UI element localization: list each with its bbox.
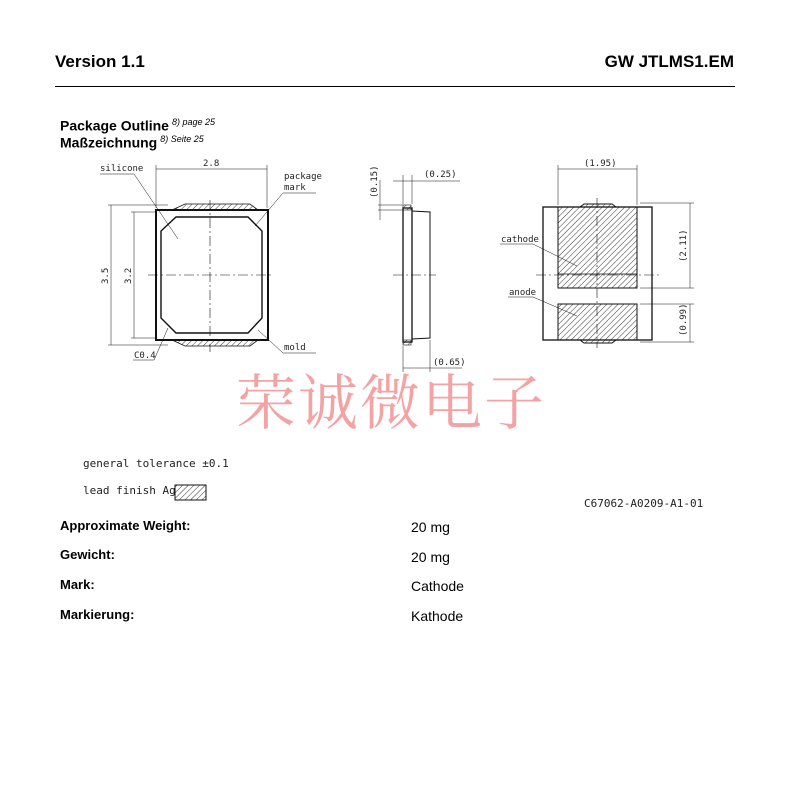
footnote-ref-en: 8) page 25	[171, 117, 215, 127]
dim-height-inner: 3.2	[124, 267, 134, 284]
label-package: package	[284, 172, 322, 182]
label-mold: mold	[284, 343, 306, 353]
dim-pad-width: (1.95)	[584, 159, 617, 169]
footnote-ref-de: 8) Seite 25	[160, 134, 204, 144]
front-view	[100, 165, 316, 360]
spec-label-mark: Mark:	[60, 577, 95, 592]
dim-lead-height: (0.15)	[370, 165, 380, 198]
spec-label-weight: Approximate Weight:	[60, 518, 191, 533]
dim-width: 2.8	[203, 159, 220, 169]
dim-lead-width: (0.25)	[424, 170, 457, 180]
label-chamfer: C0.4	[134, 351, 156, 361]
side-view	[378, 175, 462, 372]
spec-value-markierung: Kathode	[411, 608, 464, 624]
watermark: 荣诚微电子	[236, 369, 546, 439]
spec-value-gewicht: 20 mg	[411, 549, 450, 565]
label-silicone: silicone	[100, 164, 144, 174]
label-cathode: cathode	[501, 235, 539, 245]
dim-body: (0.65)	[433, 358, 466, 368]
lead-finish: lead finish Ag	[83, 484, 176, 497]
dim-anode-height: (0.99)	[679, 303, 689, 336]
general-tolerance: general tolerance ±0.1	[83, 457, 229, 470]
spec-label-gewicht: Gewicht:	[60, 547, 115, 562]
bottom-view	[500, 165, 694, 348]
label-mark: mark	[284, 183, 306, 193]
dim-height-outer: 3.5	[101, 267, 111, 284]
part-number: GW JTLMS1.EM	[604, 52, 734, 71]
spec-value-mark: Cathode	[411, 578, 464, 594]
spec-label-markierung: Markierung:	[60, 607, 135, 622]
label-anode: anode	[509, 288, 537, 298]
spec-value-weight: 20 mg	[411, 519, 450, 535]
title-de: Maßzeichnung	[60, 134, 158, 151]
dim-cathode-height: (2.11)	[679, 229, 689, 262]
version-label: Version 1.1	[55, 52, 145, 71]
lead-finish-swatch	[175, 485, 206, 500]
title-en: Package Outline	[60, 117, 169, 134]
drawing-number: C67062-A0209-A1-01	[584, 497, 704, 510]
